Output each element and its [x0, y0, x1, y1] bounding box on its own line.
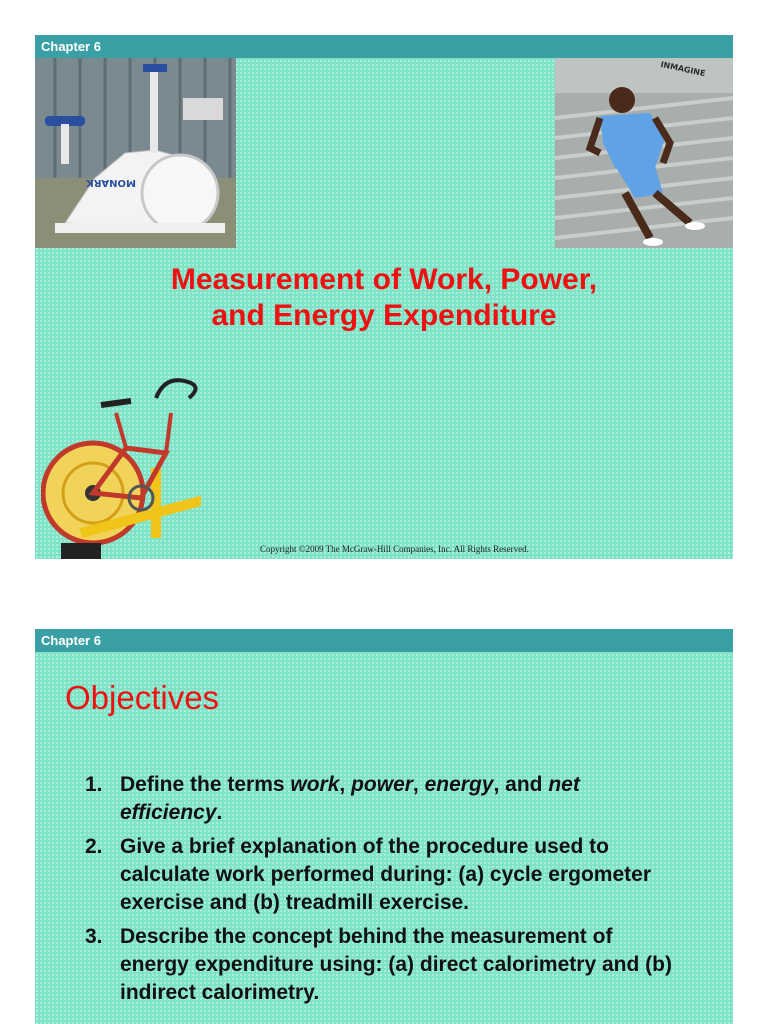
- separator: .: [216, 801, 223, 824]
- stationary-bike-photo: [35, 58, 236, 248]
- item-number: 1.: [85, 773, 103, 796]
- objective-item-1: [85, 771, 685, 827]
- title-line-1: Measurement of Work, Power,: [170, 263, 598, 296]
- stadium-sign-label: INMAGINE: [659, 59, 707, 79]
- slide-title: [35, 262, 733, 334]
- item-text: Give a brief explanation of the procedure used to calculate work performed during: (a) cycle ergometer exercise and (b) treadmill exercise.: [120, 835, 651, 914]
- term-energy: energy: [424, 773, 494, 796]
- bike-on-ergometer-photo: [41, 353, 201, 559]
- title-slide: [35, 35, 733, 559]
- chapter-header: Chapter 6: [35, 35, 733, 58]
- item-number: 2.: [85, 835, 103, 858]
- item-number: 3.: [85, 925, 103, 948]
- chapter-header: Chapter 6: [35, 629, 733, 652]
- item-text: Describe the concept behind the measurement of energy expenditure using: (a) direct calorimetry and (b) indirect calorimetry.: [120, 925, 672, 1004]
- objectives-slide: [35, 629, 733, 1024]
- separator: ,: [339, 773, 352, 796]
- objectives-heading: Objectives: [65, 679, 220, 716]
- title-line-2: and Energy Expenditure: [211, 299, 557, 332]
- bike-brand-label: MONARK: [85, 177, 136, 188]
- objective-item-2: [85, 833, 685, 917]
- copyright-notice: Copyright ©2009 The McGraw-Hill Companies, Inc. All Rights Reserved.: [260, 544, 529, 554]
- separator: ,: [412, 773, 425, 796]
- term-work: work: [290, 773, 340, 796]
- objectives-list: [85, 771, 685, 1013]
- item-text: Define the terms: [120, 773, 291, 796]
- term-net-efficiency: net efficiency: [120, 773, 580, 824]
- term-power: power: [351, 773, 413, 796]
- separator: , and: [493, 773, 549, 796]
- objective-item-3: [85, 923, 685, 1007]
- runner-on-stairs-photo: [555, 58, 733, 248]
